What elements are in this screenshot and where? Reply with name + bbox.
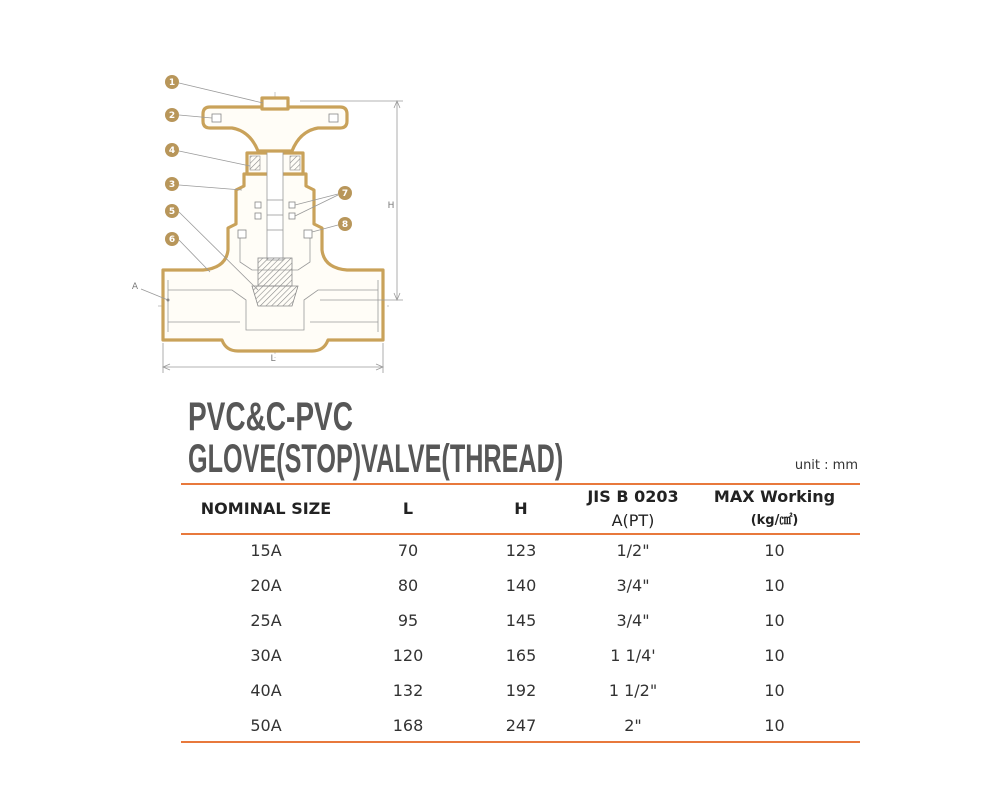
cell-max-working: 10	[764, 646, 785, 665]
callout-5	[165, 204, 179, 218]
unit-label: unit : mm	[794, 458, 858, 473]
cell-jis: 1/2"	[616, 541, 650, 560]
callout-5-label: 5	[168, 207, 176, 217]
valve-cross-section-drawing	[0, 0, 992, 385]
header-max-working	[689, 485, 860, 533]
bonnet-bolt	[238, 230, 246, 238]
callout-8	[338, 217, 352, 231]
valve-disc	[258, 258, 292, 286]
header-max-working-label: MAX Working	[713, 487, 836, 506]
callout-3-label: 3	[168, 180, 176, 190]
cell-h: 165	[505, 646, 537, 665]
cell-nominal-size: 30A	[250, 646, 282, 665]
o-ring	[255, 202, 261, 208]
header-nominal-size-label: NOMINAL SIZE	[200, 499, 332, 518]
callout-7-label: 7	[341, 189, 349, 199]
cell-max-working: 10	[764, 611, 785, 630]
callout-6-label: 6	[168, 235, 176, 245]
cell-max-working: 10	[764, 576, 785, 595]
callout-1	[165, 75, 179, 89]
callout-3	[165, 177, 179, 191]
cell-jis: 1 1/4'	[610, 646, 656, 665]
bonnet-bolt	[304, 230, 312, 238]
packing-right	[290, 156, 300, 170]
cell-nominal-size: 50A	[250, 716, 282, 735]
cell-jis: 3/4"	[616, 611, 650, 630]
dimension-h-label: H	[387, 201, 395, 211]
cell-max-working: 10	[764, 716, 785, 735]
cell-l: 120	[392, 646, 424, 665]
table-body	[181, 533, 860, 743]
header-max-working-unit: (kg/㎠)	[750, 513, 799, 528]
dimension-a-label: A	[131, 282, 139, 292]
callout-8-label: 8	[341, 220, 349, 230]
cell-h: 140	[505, 576, 537, 595]
cell-h: 192	[505, 681, 537, 700]
cell-jis: 1 1/2"	[608, 681, 658, 700]
cell-nominal-size: 40A	[250, 681, 282, 700]
o-ring	[289, 202, 295, 208]
table-rule-bottom	[181, 741, 860, 743]
cell-l: 132	[392, 681, 424, 700]
product-title-line-2: GLOVE(STOP)VALVE(THREAD)	[188, 437, 564, 481]
cell-l: 70	[397, 541, 419, 560]
handwheel-hub	[262, 98, 288, 109]
o-ring	[255, 213, 261, 219]
cell-jis: 3/4"	[616, 576, 650, 595]
cell-max-working: 10	[764, 681, 785, 700]
cell-h: 145	[505, 611, 537, 630]
callout-1-label: 1	[168, 78, 176, 88]
dimension-l-label: L	[270, 354, 276, 364]
cell-h: 123	[505, 541, 537, 560]
header-jis-label: JIS B 0203	[587, 487, 679, 506]
cell-max-working: 10	[764, 541, 785, 560]
header-h	[465, 485, 577, 533]
header-l	[351, 485, 465, 533]
o-ring	[289, 213, 295, 219]
header-jis-sublabel: A(PT)	[611, 511, 655, 530]
cell-l: 80	[397, 576, 419, 595]
cell-l: 168	[392, 716, 424, 735]
handwheel-slot-left	[212, 114, 221, 122]
cell-h: 247	[505, 716, 537, 735]
handwheel-slot-right	[329, 114, 338, 122]
callout-6	[165, 232, 179, 246]
header-nominal-size	[181, 485, 351, 533]
header-h-label: H	[514, 499, 528, 518]
cell-nominal-size: 25A	[250, 611, 282, 630]
cell-jis: 2"	[624, 716, 642, 735]
callout-2-label: 2	[168, 111, 176, 121]
header-l-label: L	[402, 499, 414, 518]
product-title-line-1: PVC&C-PVC	[188, 395, 353, 439]
callout-7	[338, 186, 352, 200]
callout-2	[165, 108, 179, 122]
valve-seat-wedge	[252, 286, 298, 306]
spec-table	[181, 483, 860, 745]
callout-4	[165, 143, 179, 157]
cell-nominal-size: 20A	[250, 576, 282, 595]
cell-l: 95	[397, 611, 419, 630]
packing-left	[250, 156, 260, 170]
header-jis	[577, 485, 689, 533]
table-header	[181, 485, 860, 533]
callout-4-label: 4	[168, 146, 176, 156]
handwheel	[203, 107, 347, 151]
cell-nominal-size: 15A	[250, 541, 282, 560]
